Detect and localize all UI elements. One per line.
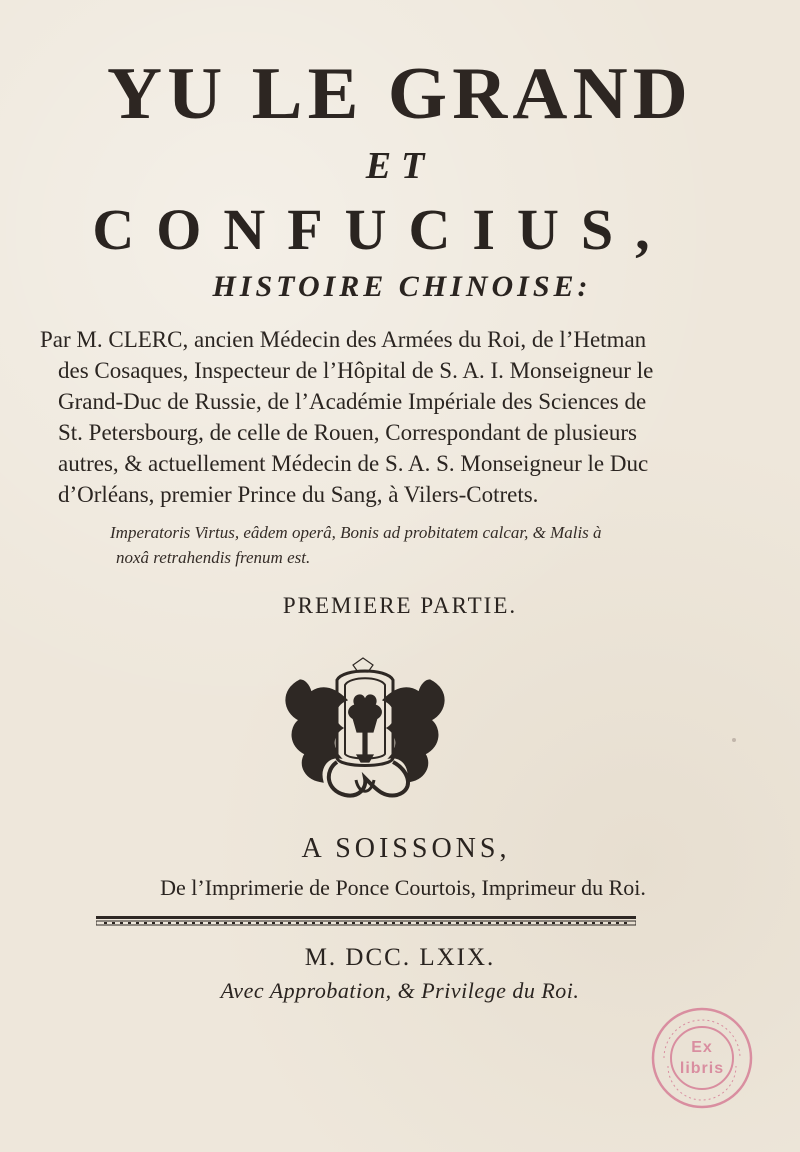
title-line-3: CONFUCIUS, bbox=[92, 197, 672, 262]
author-line-2: des Cosaques, Inspecteur de l’Hôpital de S. A. I. Monseigneur le bbox=[58, 358, 654, 383]
stamp-top-text: Ex bbox=[691, 1039, 713, 1056]
subtitle: HISTOIRE CHINOISE: bbox=[212, 270, 592, 303]
author-block bbox=[40, 324, 760, 510]
paper-speck bbox=[732, 738, 736, 742]
author-line-4: St. Petersbourg, de celle de Rouen, Correspondant de plusieurs bbox=[58, 420, 637, 445]
author-line-5: autres, & actuellement Médecin de S. A. S. Monseigneur le Duc bbox=[58, 451, 649, 476]
decorative-rule-icon bbox=[96, 913, 636, 929]
author-line-6: d’Orléans, premier Prince du Sang, à Vilers-Cotrets. bbox=[58, 482, 539, 507]
imprint-place: A SOISSONS, bbox=[301, 833, 511, 864]
motto bbox=[110, 520, 710, 570]
part-heading: PREMIERE PARTIE. bbox=[282, 593, 518, 618]
motto-line-2: noxâ retrahendis frenum est. bbox=[116, 548, 311, 567]
author-line-1: Par M. CLERC, ancien Médecin des Armées du Roi, de l’Hetman bbox=[40, 327, 647, 352]
imprint-approbation: Avec Approbation, & Privilege du Roi. bbox=[220, 978, 580, 1003]
motto-line-1: Imperatoris Virtus, eâdem operâ, Bonis ad probitatem calcar, & Malis à bbox=[110, 523, 602, 542]
imprint-year: M. DCC. LXIX. bbox=[304, 944, 496, 971]
author-line-3: Grand-Duc de Russie, de l’Académie Impériale des Sciences de bbox=[58, 389, 647, 414]
stamp-bottom-text: libris bbox=[679, 1060, 725, 1077]
library-stamp-icon bbox=[646, 1002, 758, 1114]
title-line-1: YU LE GRAND bbox=[106, 53, 693, 135]
imprint-printer: De l’Imprimerie de Ponce Courtois, Imprimeur du Roi. bbox=[160, 875, 646, 900]
title-line-2: ET bbox=[365, 145, 435, 187]
floral-ornament-icon bbox=[255, 650, 475, 810]
